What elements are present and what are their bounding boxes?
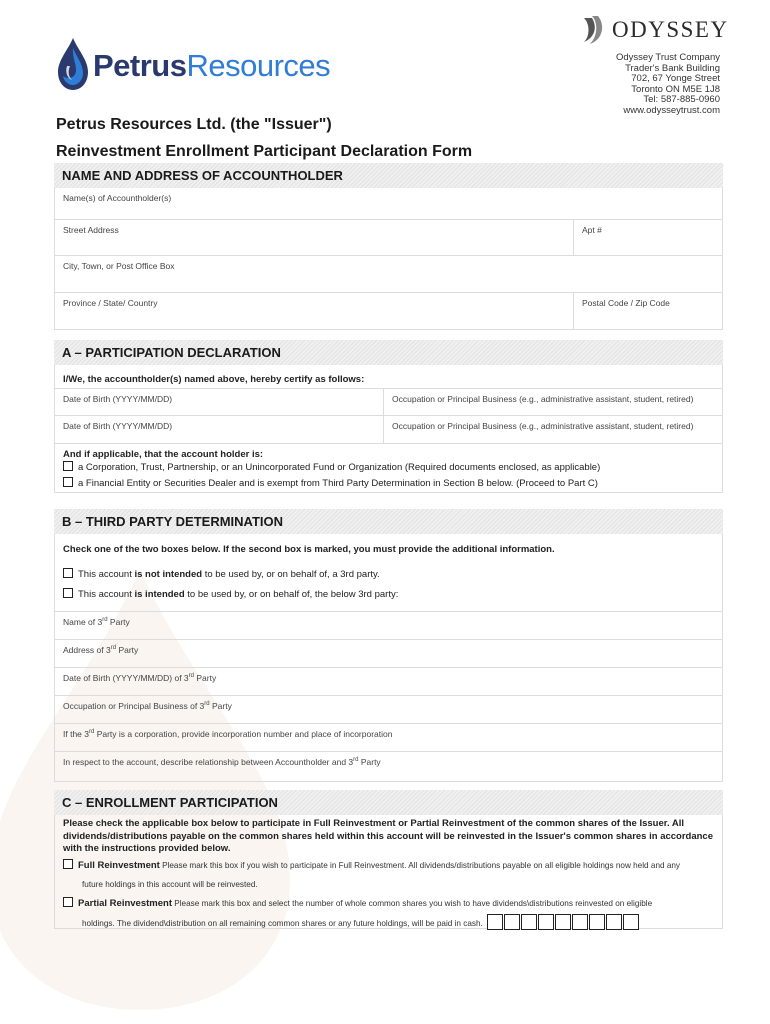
share-count-boxes: [486, 914, 639, 930]
third-party-address-label: Address of 3rd Party: [63, 645, 139, 655]
postal-code-label: Postal Code / Zip Code: [582, 298, 670, 308]
section-b-box: [54, 534, 723, 782]
partial-reinvestment-line-2: [82, 914, 639, 930]
corporation-option: [63, 461, 600, 473]
third-party-name-field[interactable]: [55, 611, 722, 639]
dob-field-2[interactable]: [55, 416, 383, 443]
share-digit-box[interactable]: [606, 914, 622, 930]
full-reinvestment-text: Please mark this box if you wish to participate in Full Reinvestment. All dividends/distributions payable on all eligible holdings now held and any: [159, 861, 681, 870]
section-a-box: [54, 365, 723, 493]
third-party-occupation-field[interactable]: [55, 695, 722, 723]
full-reinvestment-option: [63, 859, 723, 871]
third-party-occupation-label: Occupation or Principal Business of 3rd Party: [63, 701, 232, 711]
postal-code-field[interactable]: [573, 293, 724, 329]
form-title: Reinvestment Enrollment Participant Declaration Form: [56, 143, 473, 160]
partial-reinvestment-text: Please mark this box and select the number of whole common shares you wish to have dividends\distributions reinvested on eligible: [171, 899, 653, 908]
dob-label: Date of Birth (YYYY/MM/DD): [63, 421, 173, 431]
dob-label: Date of Birth (YYYY/MM/DD): [63, 394, 173, 404]
share-digit-box[interactable]: [623, 914, 639, 930]
petrus-drop-icon: [56, 36, 90, 92]
third-party-corporation-label: If the 3rd Party is a corporation, provide incorporation number and place of incorporation: [63, 729, 393, 739]
full-reinvestment-label: Full Reinvestment: [78, 860, 160, 871]
city-label: City, Town, or Post Office Box: [63, 261, 175, 271]
city-field[interactable]: [55, 256, 722, 293]
petrus-logo: [56, 36, 330, 92]
certify-text: I/We, the accountholder(s) named above, hereby certify as follows:: [63, 374, 365, 385]
odyssey-logo-text: ODYSSEY: [612, 17, 729, 42]
intended-checkbox[interactable]: [63, 588, 73, 598]
partial-reinvestment-option: [63, 897, 723, 909]
street-address-label: Street Address: [63, 225, 119, 235]
share-digit-box[interactable]: [487, 914, 503, 930]
share-digit-box[interactable]: [589, 914, 605, 930]
financial-entity-checkbox[interactable]: [63, 477, 73, 487]
trustee-line: 702, 67 Yonge Street: [631, 73, 720, 85]
if-applicable-text: And if applicable, that the account holder is:: [63, 449, 264, 460]
dob-field[interactable]: [55, 389, 383, 415]
occupation-field-2[interactable]: [383, 416, 724, 443]
trustee-line: Trader's Bank Building: [625, 62, 720, 74]
names-label: Name(s) of Accountholder(s): [63, 193, 172, 203]
section-c-instruction: Please check the applicable box below to participate in Full Reinvestment or Partial Reinvestment of the common shares of the Issuer. All dividends/distributions payable on the common shares held within this account will be reinvested in the Issuer's common shares in accordance with the instructions provided below.: [63, 818, 713, 854]
option-text: This account: [78, 569, 135, 580]
section-a-heading: A – PARTICIPATION DECLARATION: [54, 340, 723, 365]
names-field[interactable]: [55, 188, 722, 220]
province-field[interactable]: [55, 293, 573, 329]
share-digit-box[interactable]: [521, 914, 537, 930]
share-digit-box[interactable]: [555, 914, 571, 930]
third-party-relationship-label: In respect to the account, describe relationship between Accountholder and 3rd Party: [63, 757, 381, 767]
occupation-label: Occupation or Principal Business (e.g., administrative assistant, student, retired): [392, 394, 694, 404]
odyssey-logo: [580, 14, 729, 46]
trustee-website: www.odysseytrust.com: [623, 104, 720, 116]
option-text: This account: [78, 589, 135, 600]
share-digit-box[interactable]: [572, 914, 588, 930]
partial-reinvestment-checkbox[interactable]: [63, 897, 73, 907]
province-label: Province / State/ Country: [63, 298, 158, 308]
occupation-label: Occupation or Principal Business (e.g., administrative assistant, student, retired): [392, 421, 694, 431]
trustee-address: [616, 53, 720, 117]
financial-entity-option-label: a Financial Entity or Securities Dealer and is exempt from Third Party Determination in Section B below. (Proceed to Part C): [78, 478, 598, 489]
third-party-dob-label: Date of Birth (YYYY/MM/DD) of 3rd Party: [63, 673, 217, 683]
trustee-line: Toronto ON M5E 1J8: [631, 83, 720, 95]
third-party-name-label: Name of 3rd Party: [63, 617, 130, 627]
share-digit-box[interactable]: [538, 914, 554, 930]
option-text-bold: is not intended: [134, 569, 203, 580]
intended-option: [63, 588, 398, 600]
accountholder-box: [54, 188, 723, 330]
not-intended-checkbox[interactable]: [63, 568, 73, 578]
section-b-instruction: Check one of the two boxes below. If the second box is marked, you must provide the additional information.: [63, 544, 555, 555]
apt-field[interactable]: [573, 220, 724, 255]
financial-entity-option: [63, 477, 598, 489]
corporation-option-label: a Corporation, Trust, Partnership, or an Unincorporated Fund or Organization (Required documents enclosed, as applicable): [78, 462, 601, 473]
occupation-field[interactable]: [383, 389, 724, 415]
not-intended-option: [63, 568, 380, 580]
third-party-address-field[interactable]: [55, 639, 722, 667]
share-digit-box[interactable]: [504, 914, 520, 930]
corporation-checkbox[interactable]: [63, 461, 73, 471]
street-address-field[interactable]: [55, 220, 573, 255]
partial-reinvestment-label: Partial Reinvestment: [78, 898, 172, 909]
accountholder-heading: NAME AND ADDRESS OF ACCOUNTHOLDER: [54, 163, 723, 188]
apt-label: Apt #: [582, 225, 602, 235]
section-b-heading: B – THIRD PARTY DETERMINATION: [54, 509, 723, 534]
third-party-corporation-field[interactable]: [55, 723, 722, 751]
partial-reinvestment-text-2: holdings. The dividend\distribution on all remaining common shares or any future holdings, will be paid in cash.: [82, 919, 483, 928]
third-party-relationship-field[interactable]: [55, 751, 722, 782]
option-text: to be used by, or on behalf of, the below 3rd party:: [184, 589, 399, 600]
petrus-logo-text: PetrusResources: [93, 48, 331, 83]
third-party-dob-field[interactable]: [55, 667, 722, 695]
full-reinvestment-checkbox[interactable]: [63, 859, 73, 869]
option-text: to be used by, or on behalf of, a 3rd party.: [202, 569, 380, 580]
issuer-title: Petrus Resources Ltd. (the "Issuer"): [56, 116, 332, 133]
section-c-box: [54, 815, 723, 929]
trustee-line: Tel: 587-885-0960: [643, 94, 720, 106]
option-text-bold: is intended: [134, 589, 185, 600]
odyssey-swirl-icon: [580, 14, 608, 46]
trustee-line: Odyssey Trust Company: [615, 52, 720, 63]
full-reinvestment-text-2: future holdings in this account will be reinvested.: [82, 880, 258, 889]
section-c-heading: C – ENROLLMENT PARTICIPATION: [54, 790, 723, 815]
